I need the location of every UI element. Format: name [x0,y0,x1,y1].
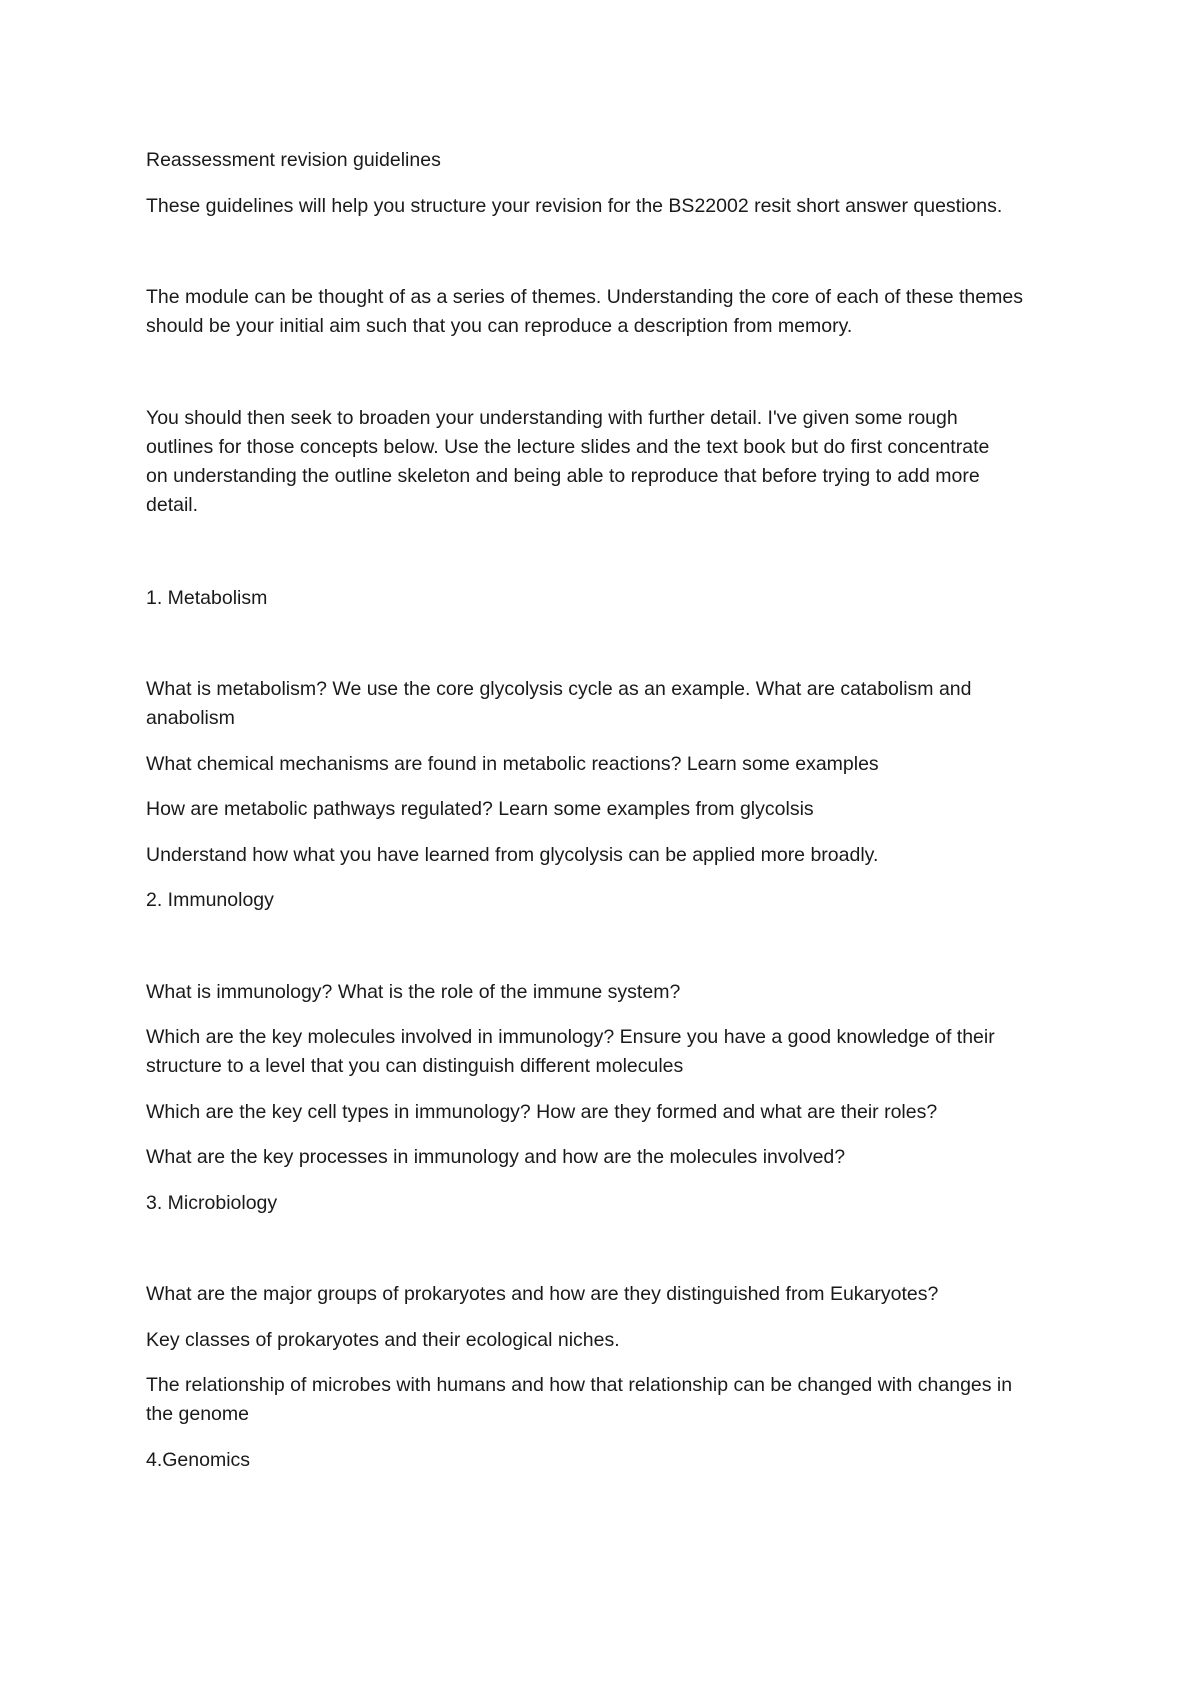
section-heading-genomics: 4.Genomics [146,1449,251,1471]
microbiology-q3-line-2: the genome [146,1403,249,1425]
paragraph-2-line-4: detail. [146,494,199,516]
metabolism-q4: Understand how what you have learned from glycolysis can be applied more broadly. [146,844,879,866]
section-heading-microbiology: 3. Microbiology [146,1192,278,1214]
immunology-q3: Which are the key cell types in immunology? How are they formed and what are their roles? [146,1101,938,1123]
metabolism-q3: How are metabolic pathways regulated? Learn some examples from glycolsis [146,798,814,820]
document-title: Reassessment revision guidelines [146,149,441,171]
metabolism-q1-line-2: anabolism [146,707,235,729]
microbiology-q2: Key classes of prokaryotes and their ecological niches. [146,1329,620,1351]
immunology-q4: What are the key processes in immunology and how are the molecules involved? [146,1146,846,1168]
paragraph-1-line-1: The module can be thought of as a series of themes. Understanding the core of each of these themes [146,286,1023,308]
immunology-q1: What is immunology? What is the role of the immune system? [146,981,681,1003]
microbiology-q3-line-1: The relationship of microbes with humans and how that relationship can be changed with changes in [146,1374,1013,1396]
paragraph-2-line-2: outlines for those concepts below. Use the lecture slides and the text book but do first concentrate [146,436,990,458]
microbiology-q1: What are the major groups of prokaryotes and how are they distinguished from Eukaryotes? [146,1283,939,1305]
metabolism-q2: What chemical mechanisms are found in metabolic reactions? Learn some examples [146,753,879,775]
intro-text: These guidelines will help you structure your revision for the BS22002 resit short answer questions. [146,195,1003,217]
paragraph-2-line-3: on understanding the outline skeleton and being able to reproduce that before trying to add more [146,465,980,487]
section-heading-metabolism: 1. Metabolism [146,587,268,609]
immunology-q2-line-2: structure to a level that you can distinguish different molecules [146,1055,684,1077]
paragraph-2-line-1: You should then seek to broaden your understanding with further detail. I've given some rough [146,407,958,429]
paragraph-1-line-2: should be your initial aim such that you can reproduce a description from memory. [146,315,853,337]
metabolism-q1-line-1: What is metabolism? We use the core glycolysis cycle as an example. What are catabolism and [146,678,972,700]
immunology-q2-line-1: Which are the key molecules involved in immunology? Ensure you have a good knowledge of their [146,1026,995,1048]
section-heading-immunology: 2. Immunology [146,889,274,911]
